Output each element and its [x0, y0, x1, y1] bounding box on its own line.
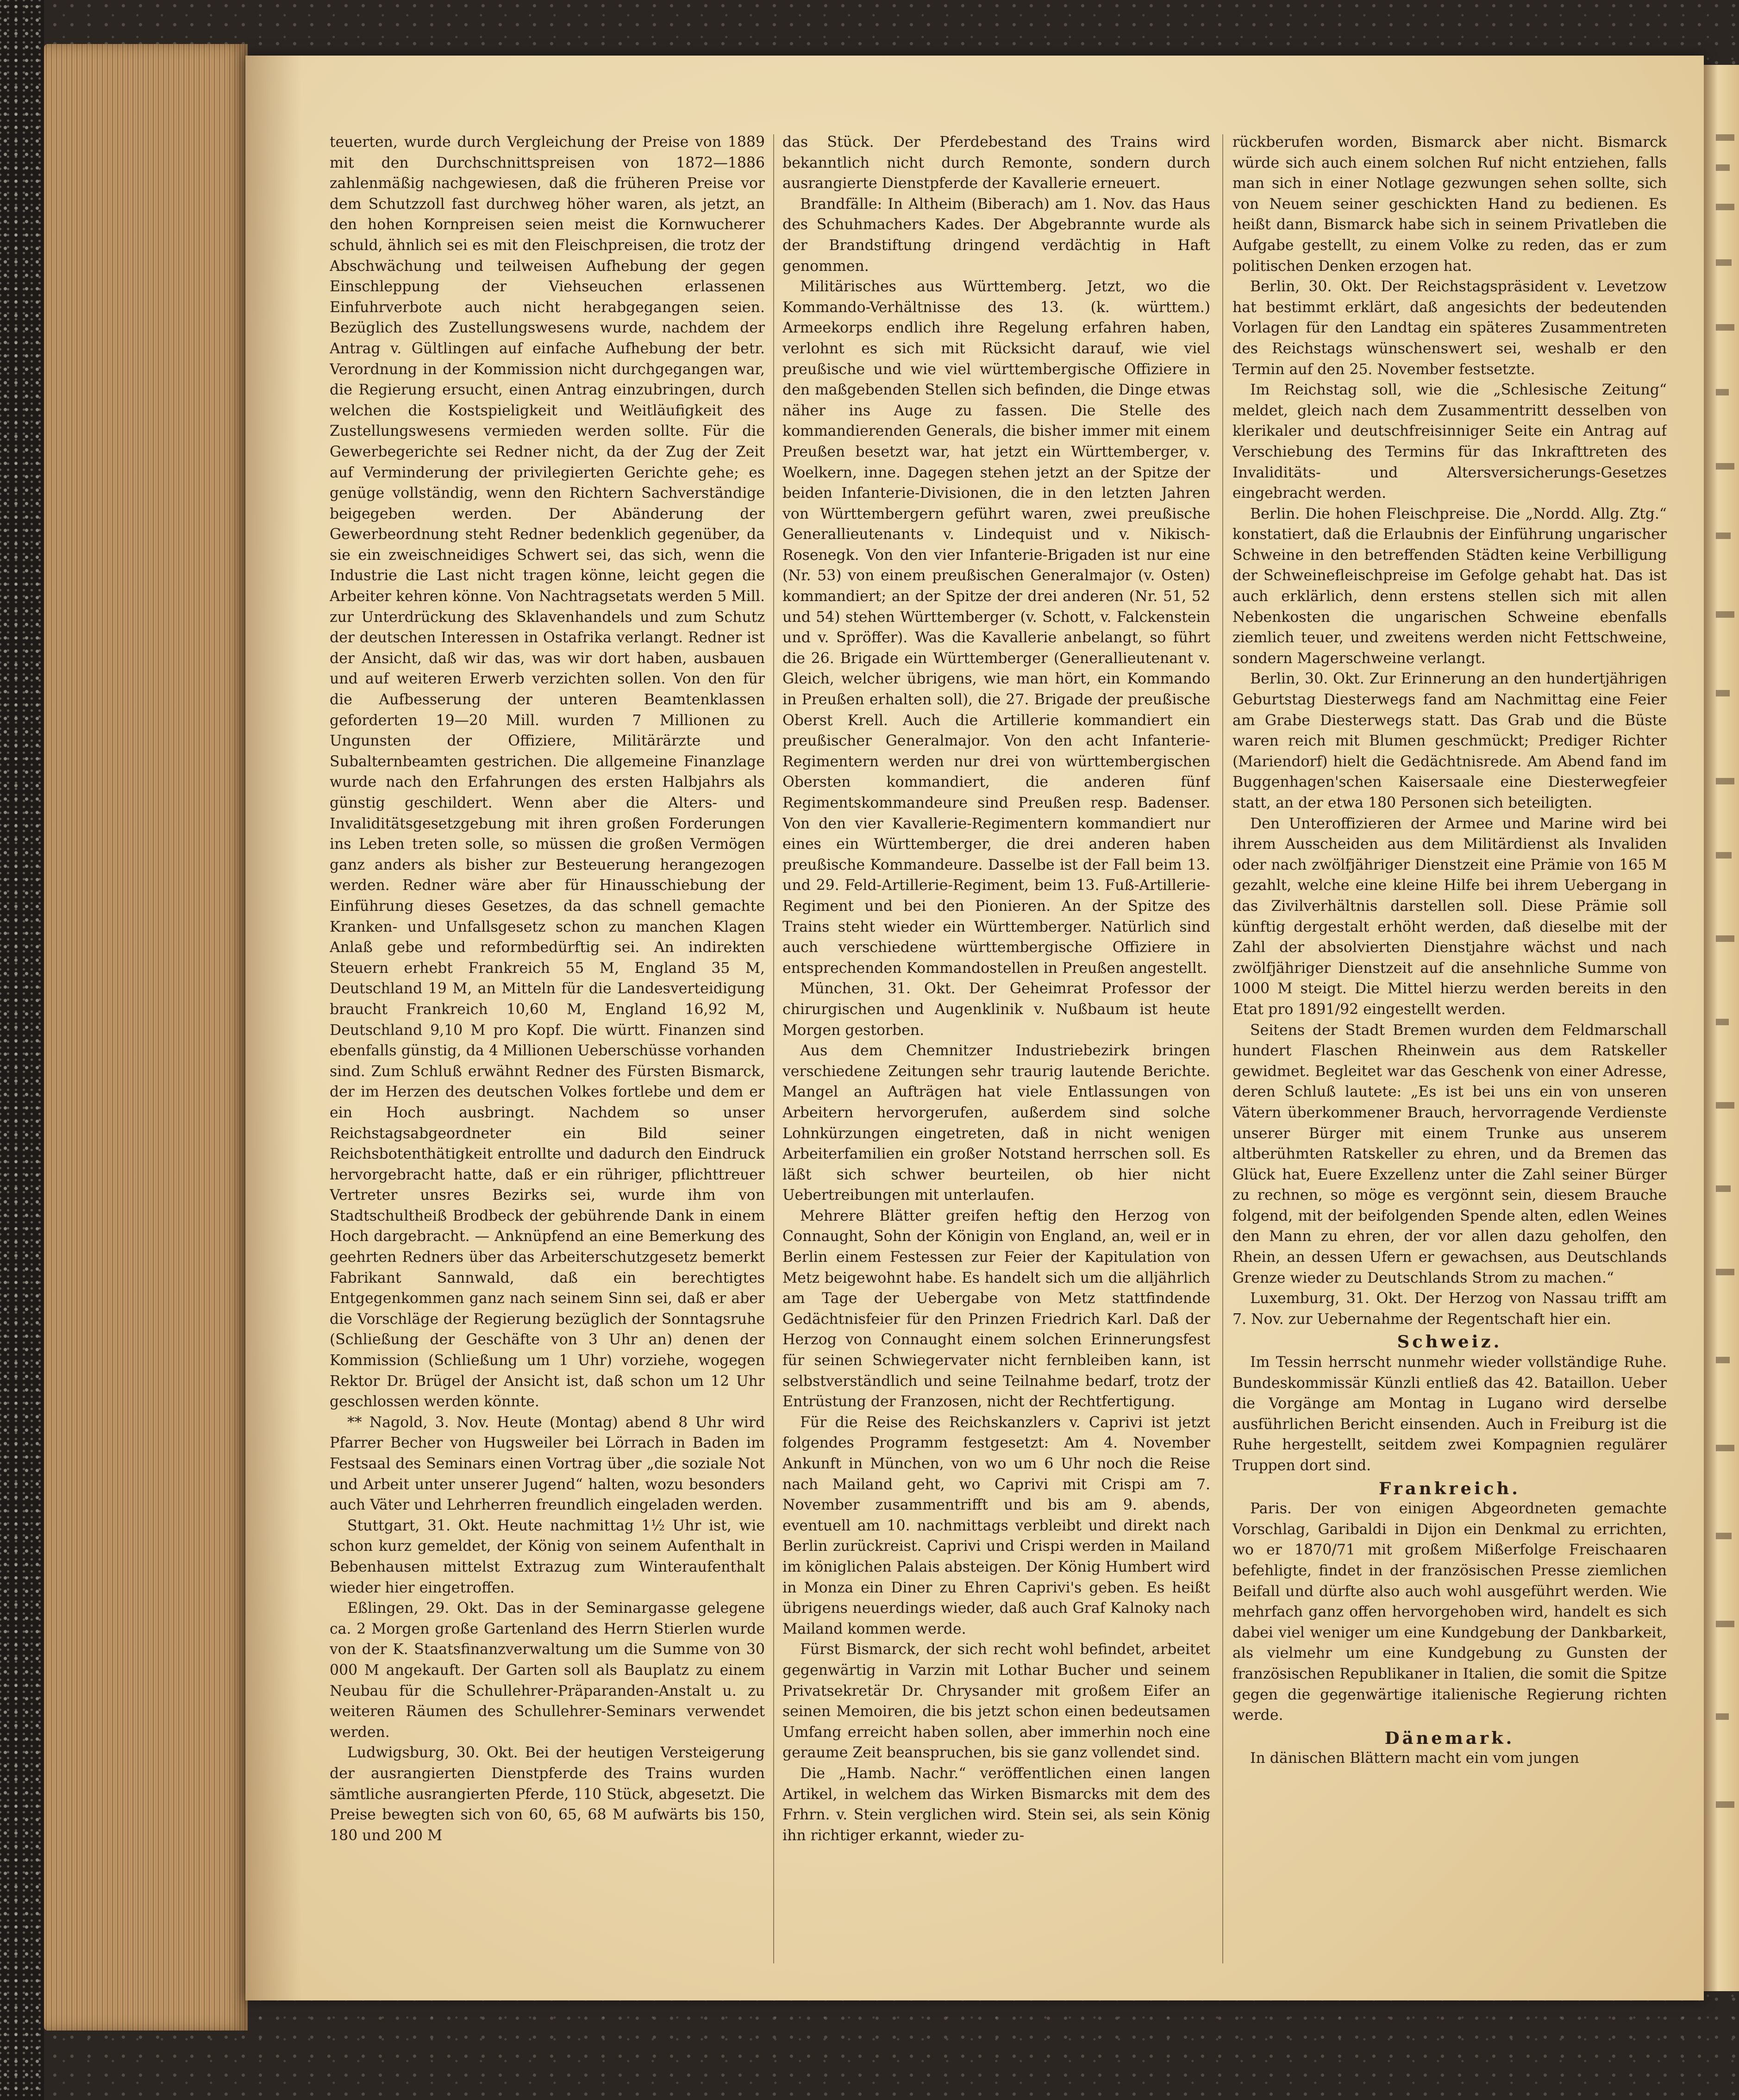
- text-column-2: [782, 132, 1210, 1966]
- article-paragraph: Den Unteroffizieren der Armee und Marine wird bei ihrem Ausscheiden aus dem Militärdienst als Invaliden oder nach zwölfjähriger Dienstzeit eine Prämie von 165 M gezahlt, welche eine kleine Hilfe bei ihrem Uebergang in das Zivilverhältnis darstellen soll. Diese Prämie soll künftig dergestalt erhöht werden, daß dieselbe mit der Zahl der absolvierten Dienstjahre wächst und nach zwölfjähriger Dienstzeit auf die ansehnliche Summe von 1000 M steigt. Die Mittel hierzu werden bereits in den Etat pro 1891/92 eingestellt werden.: [1232, 815, 1667, 1018]
- article-paragraph: Seitens der Stadt Bremen wurden dem Feldmarschall hundert Flaschen Rheinwein aus dem Ratskeller gewidmet. Begleitet war das Geschenk von einer Adresse, deren Schluß lautete: „Es ist bei uns ein von unseren Vätern überkommener Brauch, hervorragende Verdienste unserer Bürger mit einem Trunke aus unserem altberühmten Ratskeller zu ehren, und da Bremen das Glück hat, Euere Exzellenz unter die Zahl seiner Bürger zu rechnen, so möge es vergönnt sein, diesem Brauche folgend, mit der beifolgenden Spende alten, edlen Weines den Mann zu ehren, der vor allen dazu geholfen, den Rhein, an dessen Ufern er gewachsen, aus Deutschlands Grenze wieder zu Deutschlands Strom zu machen.“: [1232, 1022, 1667, 1286]
- article-paragraph: das Stück. Der Pferdebestand des Trains wird bekanntlich nicht durch Remonte, sondern durch ausrangierte Dienstpferde der Kavallerie erneuert.: [782, 134, 1210, 192]
- article-paragraph: In dänischen Blättern macht ein vom jungen: [1250, 1750, 1579, 1767]
- article-paragraph: Im Reichstag soll, wie die „Schlesische Zeitung“ meldet, gleich nach dem Zusammentritt desselben von klerikaler und deutschfreisinniger Seite ein Antrag auf Verschiebung des Termins für das Inkrafttreten des Invaliditäts- und Altersversicherungs-Gesetzes eingebracht werden.: [1232, 382, 1667, 502]
- section-heading: Dänemark.: [1384, 1727, 1515, 1748]
- article-paragraph: Luxemburg, 31. Okt. Der Herzog von Nassau trifft am 7. Nov. zur Uebernahme der Regentschaft hier ein.: [1232, 1290, 1667, 1328]
- article-paragraph: Die „Hamb. Nachr.“ veröffentlichen einen langen Artikel, in welchem das Wirken Bismarcks mit dem des Frhrn. v. Stein verglichen wird. Stein sei, als sein König ihn richtiger erkannt, wieder zu-: [782, 1765, 1210, 1844]
- article-paragraph: ** Nagold, 3. Nov. Heute (Montag) abend 8 Uhr wird Pfarrer Becher von Hugsweiler bei Lörrach in Baden im Festsaal des Seminars einen Vortrag über „die soziale Not und Arbeit unter unserer Jugend“ halten, wozu besonders auch Väter und Lehrherren freundlich eingeladen werden.: [330, 1414, 765, 1514]
- article-paragraph: rückberufen worden, Bismarck aber nicht. Bismarck würde sich auch einem solchen Ruf nicht entziehen, falls man sich in einer Notlage gezwungen sehen sollte, sich von Neuem seiner geschickten Hand zu bedienen. Es heißt dann, Bismarck habe sich in seinem Privatleben die Aufgabe gestellt, zu einem Volke zu reden, das er zum politischen Denken erzogen hat.: [1232, 134, 1667, 275]
- article-paragraph: Berlin. Die hohen Fleischpreise. Die „Nordd. Allg. Ztg.“ konstatiert, daß die Erlaubnis der Einführung ungarischer Schweine in den betreffenden Städten keine Verbilligung der Schweinefleischpreise im Gefolge gehabt hat. Das ist auch erklärlich, denn erstens stellen sich mit allen Nebenkosten die ungarischen Schweine ebenfalls ziemlich teuer, und zweitens werden nicht Fettschweine, sondern Magerschweine verlangt.: [1232, 505, 1667, 667]
- binding-edge: [0, 0, 44, 2100]
- column-divider: [773, 134, 774, 1963]
- article-paragraph: Paris. Der von einigen Abgeordneten gemachte Vorschlag, Garibaldi in Dijon ein Denkmal zu errichten, wo er 1870/71 mit großem Mißerfolge Freischaaren befehligte, findet in der französischen Presse ziemlichen Beifall und dürfte also auch wohl ausgeführt werden. Wie mehrfach ganz offen hervorgehoben wird, handelt es sich dabei viel weniger um eine Kundgebung der Dankbarkeit, als vielmehr um eine Kundgebung zu Gunsten der französischen Republikaner in Italien, die somit die Spitze gegen die gegenwärtige italienische Regierung richten werde.: [1232, 1500, 1667, 1724]
- text-column-1: [330, 132, 765, 1966]
- section-heading: Frankreich.: [1378, 1478, 1520, 1498]
- stacked-page-edges: [44, 44, 248, 2031]
- article-paragraph: Berlin, 30. Okt. Zur Erinnerung an den hundertjährigen Geburtstag Diesterwegs fand am Nachmittag eine Feier am Grabe Diesterwegs statt. Das Grab und die Büste waren reich mit Blumen geschmückt; Prediger Richter (Mariendorf) hielt die Gedächtnisrede. Am Abend fand im Buggenhagen'schen Kaisersaale eine Diesterwegfeier statt, an der etwa 180 Personen sich beteiligten.: [1232, 671, 1667, 811]
- article-paragraph: teuerten, wurde durch Vergleichung der Preise von 1889 mit den Durchschnittspreisen von 1872—1886 zahlenmäßig nachgewiesen, daß die früheren Preise vor dem Schutzzoll fast durchweg höher waren, als jetzt, an den hohen Kornpreisen seien meist die Kornwucherer schuld, ähnlich sei es mit den Fleischpreisen, die trotz der Abschwächung und teilweisen Aufhebung der gegen Einschleppung der Viehseuchen erlassenen Einfuhrverbote auch nicht herabgegangen seien. Bezüglich des Zustellungswesens wurde, nachdem der Antrag v. Gültlingen auf einfache Aufhebung der betr. Verordnung in der Kommission nicht durchgegangen war, die Regierung ersucht, einen Antrag einzubringen, durch welchen die Kostspieligkeit und Weitläufigkeit des Zustellungswesens vermieden werden sollte. Für die Gewerbegerichte sei Redner nicht, da der Zug der Zeit auf Verminderung der privilegierten Gerichte gehe; es genüge vollständig, wenn den Richtern Sachverständige beigegeben werden. Der Abänderung der Gewerbeordnung steht Redner bedenklich gegenüber, da sie ein zweischneidiges Schwert sei, das sich, wenn die Industrie die Last nicht tragen könne, leicht gegen die Arbeiter kehren könne. Von Nachtragsetats werden 5 Mill. zur Unterdrückung des Sklavenhandels und zum Schutz der deutschen Interessen in Ostafrika verlangt. Redner ist der Ansicht, daß wir das, was wir dort haben, ausbauen und auf weiteren Erwerb verzichten sollen. Von den für die Aufbesserung der unteren Beamtenklassen geforderten 19—20 Mill. wurden 7 Millionen zu Ungunsten der Offiziere, Militärärzte und Subalternbeamten gestrichen. Die allgemeine Finanzlage wurde nach den Erfahrungen des ersten Halbjahrs als günstig geschildert. Wenn aber die Alters- und Invaliditätsgesetzgebung mit ihren großen Forderungen ins Leben treten solle, so müssen die großen Vermögen ganz anders als bisher zur Besteuerung herangezogen werden. Redner wäre aber für Hinausschiebung der Einführung dieses Gesetzes, da das schnell gemachte Kranken- und Unfallsgesetz schon zu manchen Klagen Anlaß gebe und reformbedürftig sei. An indirekten Steuern erhebt Frankreich 55 M, England 35 M, Deutschland 19 M, an Mitteln für die Landesverteidigung braucht Frankreich 10,60 M, England 16,92 M, Deutschland 9,10 M pro Kopf. Die württ. Finanzen sind ebenfalls günstig, da 4 Millionen Ueberschüsse vorhanden sind. Zum Schluß erwähnt Redner des Fürsten Bismarck, der im Herzen des deutschen Volkes fortlebe und dem er ein Hoch ausbringt. Nachdem so unser Reichstagsabgeordneter ein Bild seiner Reichsbotenthätigkeit entrollte und dadurch den Eindruck hervorgebracht hatte, daß er ein rühriger, pflichttreuer Vertreter unsres Bezirks sei, wurde ihm von Stadtschultheiß Brodbeck der gebührende Dank in einem Hoch dargebracht. — Anknüpfend an eine Bemerkung des geehrten Redners über das Arbeiterschutzgesetz bemerkt Fabrikant Sannwald, daß ein berechtigtes Entgegenkommen ganz nach seinem Sinn sei, daß er aber die Vorschläge der Regierung bezüglich der Sonntagsruhe (Schließung der Geschäfte von 3 Uhr an) denen der Kommission (Schließung um 1 Uhr) vorziehe, wogegen Rektor Dr. Brügel der Ansicht ist, daß schon um 12 Uhr geschlossen werden könnte.: [330, 134, 765, 1410]
- article-paragraph: Für die Reise des Reichskanzlers v. Caprivi ist jetzt folgendes Programm festgesetzt: Am 4. November Ankunft in München, von wo um 6 Uhr noch die Reise nach Mailand geht, wo Caprivi mit Crispi am 7. November zusammentrifft und bis am 9. abends, eventuell am 10. nachmittags verbleibt und direkt nach Berlin zurückreist. Caprivi und Crispi werden in Mailand im königlichen Palais absteigen. Der König Humbert wird in Monza ein Diner zu Ehren Caprivi's geben. Es heißt übrigens neuerdings wieder, daß auch Graf Kalnoky nach Mailand kommen werde.: [782, 1414, 1210, 1637]
- article-paragraph: München, 31. Okt. Der Geheimrat Professor der chirurgischen und Augenklinik v. Nußbaum ist heute Morgen gestorben.: [782, 980, 1210, 1039]
- article-paragraph: Stuttgart, 31. Okt. Heute nachmittag 1½ Uhr ist, wie schon kurz gemeldet, der König von seinem Aufenthalt in Bebenhausen mittelst Extrazug zum Winteraufenthalt wieder hier eingetroffen.: [330, 1517, 765, 1596]
- article-paragraph: Aus dem Chemnitzer Industriebezirk bringen verschiedene Zeitungen sehr traurig lautende Berichte. Mangel an Aufträgen hat viele Entlassungen von Arbeitern hervorgerufen, außerdem sind solche Lohnkürzungen eingetreten, daß in nicht wenigen Arbeiterfamilien ein großer Notstand herrschen soll. Es läßt sich schwer beurteilen, ob hier nicht Uebertreibungen mit unterlaufen.: [782, 1042, 1210, 1204]
- article-paragraph: Militärisches aus Württemberg. Jetzt, wo die Kommando-Verhältnisse des 13. (k. württem.) Armeekorps endlich ihre Regelung erfahren haben, verlohnt es sich mit Rücksicht darauf, wie viel preußische und wie viel württembergische Offiziere in den maßgebenden Stellen sich befinden, die Dinge etwas näher ins Auge zu fassen. Die Stelle des kommandierenden Generals, die bisher immer mit einem Preußen besetzt war, hat jetzt ein Württemberger, v. Woelkern, inne. Dagegen stehen jetzt an der Spitze der beiden Infanterie-Divisionen, die in den letzten Jahren von Württembergern geführt waren, zwei preußische Generallieutenants v. Lindequist und v. Nikisch-Rosenegk. Von den vier Infanterie-Brigaden ist nur eine (Nr. 53) von einem preußischen Generalmajor (v. Osten) kommandiert; an der Spitze der drei anderen (Nr. 51, 52 und 54) stehen Württemberger (v. Schott, v. Falckenstein und v. Spröffer). Was die Kavallerie anbelangt, so führt die 26. Brigade ein Württemberger (Generallieutenant v. Gleich, welcher übrigens, wie man hört, ein Kommando in Preußen erhalten soll), die 27. Brigade der preußische Oberst Krell. Auch die Artillerie kommandiert ein preußischer Generalmajor. Von den acht Infanterie-Regimentern werden nur drei von württembergischen Obersten kommandiert, die anderen fünf Regimentskommandeure sind Preußen resp. Badenser. Von den vier Kavallerie-Regimentern kommandiert nur eines ein Württemberger, die drei anderen haben preußische Kommandeure. Dasselbe ist der Fall beim 13. und 29. Feld-Artillerie-Regiment, beim 13. Fuß-Artillerie-Regiment und bei den Pionieren. An der Spitze des Trains steht wieder ein Württemberger. Natürlich sind auch verschiedene württembergische Offiziere in entsprechenden Kommandostellen in Preußen angestellt.: [782, 278, 1210, 977]
- text-column-3: [1232, 132, 1667, 1966]
- facing-page-edge: [1704, 65, 1739, 1991]
- article-paragraph: Eßlingen, 29. Okt. Das in der Seminargasse gelegene ca. 2 Morgen große Gartenland des Herrn Stierlen wurde von der K. Staatsfinanzverwaltung um die Summe von 30 000 M angekauft. Der Garten soll als Bauplatz zu einem Neubau für die Schullehrer-Präparanden-Anstalt u. zu weiteren Räumen des Schullehrer-Seminars verwendet werden.: [330, 1600, 765, 1741]
- article-paragraph: Im Tessin herrscht nunmehr wieder vollständige Ruhe. Bundeskommissär Künzli entließ das 42. Bataillon. Ueber die Vorgänge am Montag in Lugano wird derselbe ausführlichen Bericht einsenden. Auch in Freiburg ist die Ruhe hergestellt, seitdem zwei Kompagnien regulärer Truppen dort sind.: [1232, 1354, 1667, 1474]
- column-divider: [1222, 134, 1223, 1963]
- article-paragraph: Mehrere Blätter greifen heftig den Herzog von Connaught, Sohn der Königin von England, an, weil er in Berlin einem Festessen zur Feier der Kapitulation von Metz beigewohnt habe. Es handelt sich um die alljährlich am Tage der Uebergabe von Metz stattfindende Gedächtnisfeier für den Prinzen Friedrich Karl. Daß der Herzog von Connaught einem solchen Erinnerungsfest für seinen Schwiegervater nicht fernbleiben kann, ist selbstverständlich und seine Teilnahme bedarf, trotz der Entrüstung der Franzosen, nicht der Rechtfertigung.: [782, 1207, 1210, 1410]
- article-paragraph: Brandfälle: In Altheim (Biberach) am 1. Nov. das Haus des Schuhmachers Kades. Der Abgebrannte wurde als der Brandstiftung dringend verdächtig in Haft genommen.: [782, 195, 1210, 275]
- article-paragraph: Fürst Bismarck, der sich recht wohl befindet, arbeitet gegenwärtig in Varzin mit Lothar Bucher und seinem Privatsekretär Dr. Chrysander mit großem Eifer an seinen Memoiren, die bis jetzt schon einen bedeutsamen Umfang erreicht haben sollen, aber immerhin noch eine geraume Zeit beanspruchen, bis sie ganz vollendet sind.: [782, 1641, 1210, 1761]
- article-paragraph: Ludwigsburg, 30. Okt. Bei der heutigen Versteigerung der ausrangierten Dienstpferde des Trains wurden sämtliche ausrangierten Pferde, 110 Stück, abgesetzt. Die Preise bewegten sich von 60, 65, 68 M aufwärts bis 150, 180 und 200 M: [330, 1744, 765, 1844]
- section-heading: Schweiz.: [1397, 1331, 1502, 1352]
- article-paragraph: Berlin, 30. Okt. Der Reichstagspräsident v. Levetzow hat bestimmt erklärt, daß angesichts der bedeutenden Vorlagen für den Landtag ein späteres Zusammentreten des Reichstags wünschenswert sei, weshalb er den Termin auf den 25. November festsetzte.: [1232, 278, 1667, 378]
